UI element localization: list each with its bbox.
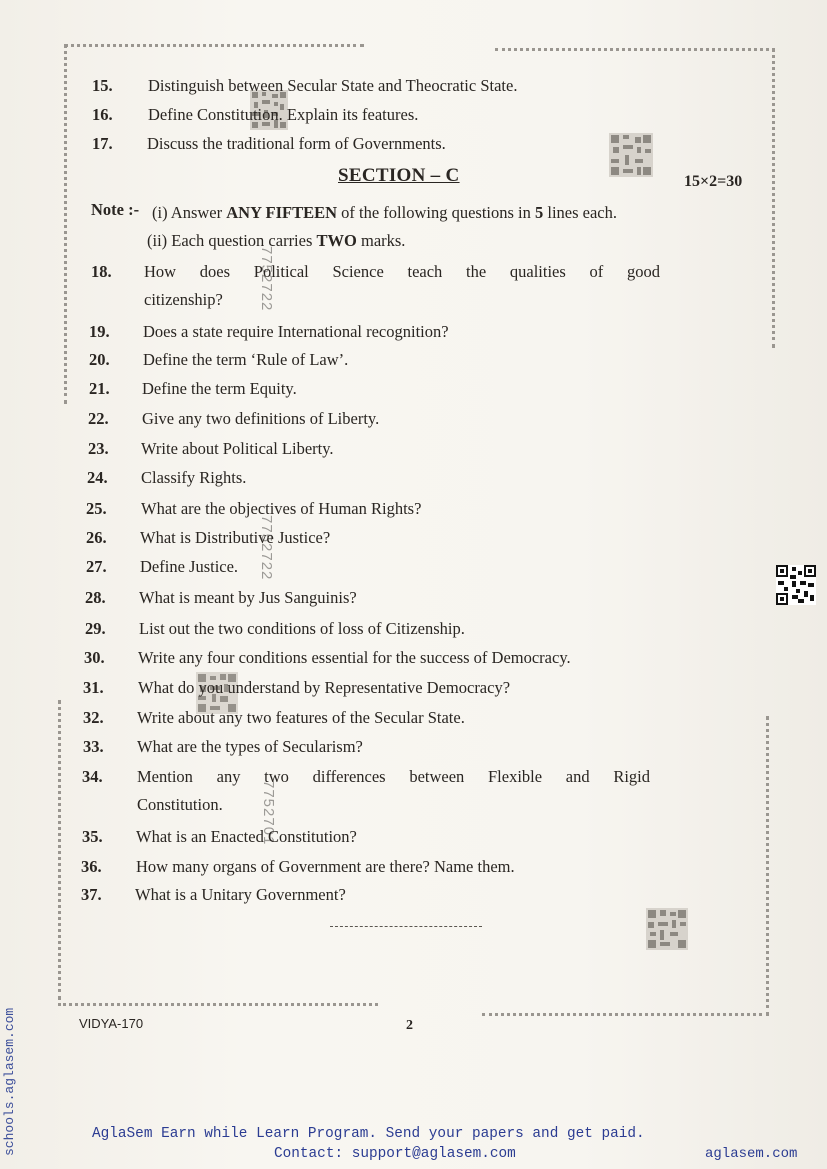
question-text: List out the two conditions of loss of Citizenship.	[139, 619, 465, 638]
bottom-border-right	[482, 1013, 769, 1016]
bottom-border-left	[58, 1003, 378, 1006]
note-line-2: (ii) Each question carries TWO marks.	[147, 231, 406, 250]
question-text: Define the term Equity.	[142, 379, 297, 398]
question-text: Does a state require International recognition?	[143, 322, 449, 341]
question-text: Discuss the traditional form of Governments.	[147, 134, 446, 153]
question-text: Write about any two features of the Secular State.	[137, 708, 465, 727]
question-number: 24.	[87, 468, 108, 487]
question-text: Classify Rights.	[141, 468, 247, 487]
side-website-text: schools.aglasem.com	[2, 1007, 17, 1156]
section-title: SECTION – C	[338, 165, 460, 186]
question-text: What is meant by Jus Sanguinis?	[139, 588, 357, 607]
question-text: How many organs of Government are there? Name them.	[136, 857, 515, 876]
question-text: Define the term ‘Rule of Law’.	[143, 350, 349, 369]
question-text: What are the types of Secularism?	[137, 737, 363, 756]
question-number: 33.	[83, 737, 104, 756]
question-text: Give any two definitions of Liberty.	[142, 409, 380, 428]
footer-promo: AglaSem Earn while Learn Program. Send your papers and get paid.	[92, 1126, 645, 1142]
question-text: What is a Unitary Government?	[135, 885, 346, 904]
footer-website[interactable]: aglasem.com	[705, 1146, 798, 1162]
question-number: 36.	[81, 857, 102, 876]
page-number: 2	[406, 1018, 413, 1033]
top-border-right	[495, 48, 775, 51]
barcode-icon	[609, 133, 653, 177]
question-text-continued: citizenship?	[144, 290, 223, 309]
barcode-icon	[646, 908, 688, 950]
question-text: Write about Political Liberty.	[141, 439, 334, 458]
question-number: 28.	[85, 588, 106, 607]
question-text: What do you understand by Representative Democracy?	[138, 678, 511, 697]
question-number: 29.	[85, 619, 106, 638]
question-number: 18.	[91, 262, 112, 281]
question-text: Define Constitution. Explain its features.	[148, 105, 419, 124]
end-line	[330, 926, 482, 927]
question-number: 31.	[83, 678, 104, 697]
question-number: 19.	[89, 322, 110, 341]
question-number: 34.	[82, 767, 103, 786]
page-code: VIDYA-170	[79, 1016, 144, 1031]
right-border-upper	[772, 48, 775, 348]
question-number: 37.	[81, 885, 102, 904]
question-text: Write any four conditions essential for the success of Democracy.	[138, 648, 571, 667]
question-number: 20.	[89, 350, 110, 369]
question-text: Mention any two differences between Flexible and Rigid	[137, 767, 650, 786]
question-number: 17.	[92, 134, 113, 153]
question-number: 26.	[86, 528, 107, 547]
question-text-continued: Constitution.	[137, 795, 223, 814]
watermark-number: 7752722	[258, 515, 275, 581]
watermark-number: 7752722	[258, 246, 275, 312]
qr-code-icon	[776, 565, 816, 605]
note-line-1: (i) Answer ANY FIFTEEN of the following questions in 5 lines each.	[152, 203, 618, 222]
left-border-lower	[58, 700, 61, 1000]
question-number: 22.	[88, 409, 109, 428]
left-border-upper	[64, 44, 67, 404]
footer-contact: Contact: support@aglasem.com	[274, 1146, 516, 1162]
question-text: What are the objectives of Human Rights?	[141, 499, 422, 518]
question-text: What is Distributive Justice?	[140, 528, 331, 547]
section-marks: 15×2=30	[684, 173, 743, 190]
question-number: 23.	[88, 439, 109, 458]
question-number: 35.	[82, 827, 103, 846]
question-text: What is an Enacted Constitution?	[136, 827, 357, 846]
question-number: 27.	[86, 557, 107, 576]
question-number: 15.	[92, 76, 113, 95]
note-label: Note :-	[91, 200, 140, 219]
top-border-left	[64, 44, 364, 47]
question-number: 30.	[84, 648, 105, 667]
watermark-number: 7752701	[260, 780, 277, 846]
question-text: How does Political Science teach the qualities of good	[144, 262, 660, 281]
right-border-lower	[766, 716, 769, 1016]
question-number: 32.	[83, 708, 104, 727]
question-number: 16.	[92, 105, 113, 124]
question-text: Define Justice.	[140, 557, 239, 576]
question-number: 25.	[86, 499, 107, 518]
question-number: 21.	[89, 379, 110, 398]
question-text: Distinguish between Secular State and Theocratic State.	[148, 76, 518, 95]
